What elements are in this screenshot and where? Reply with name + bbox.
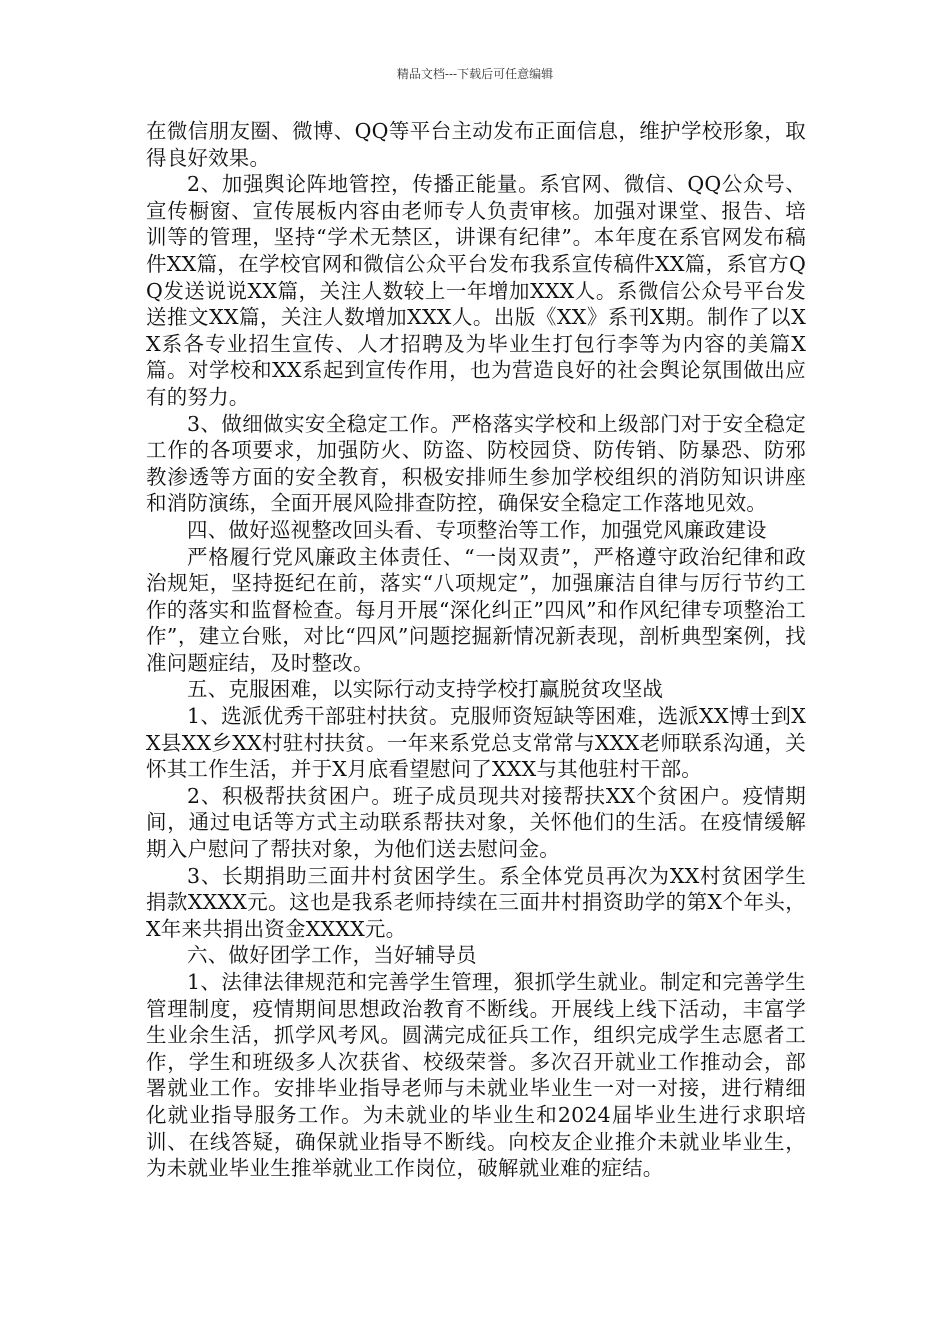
paragraph: 2、加强舆论阵地管控，传播正能量。系官网、微信、QQ公众号、宣传橱窗、宣传展板内容由老师专人负责审核。加强对课堂、报告、培训等的管理，坚持“学术无禁区，讲课有纪律”。本年度在系官网发布稿件XX篇，在学校官网和微信公众平台发布我系宣传稿件XX篇，系官方QQ发送说说XX篇，关注人数较上一年增加XXX人。系微信公众号平台发送推文XX篇，关注人数增加XXX人。出版《XX》系刊X期。制作了以XX系各专业招生宣传、人才招聘及为毕业生打包行李等为内容的美篇X篇。对学校和XX系起到宣传作用，也为营造良好的社会舆论氛围做出应有的努力。 [146,172,806,409]
page-header: 精品文档---下载后可任意编辑 [396,67,554,81]
document-body [146,118,806,1182]
paragraph: 2、积极帮扶贫困户。班子成员现共对接帮扶XX个贫困户。疫情期间，通过电话等方式主动联系帮扶对象，关怀他们的生活。在疫情缓解期入户慰问了帮扶对象，为他们送去慰问金。 [146,783,806,862]
paragraph: 严格履行党风廉政主体责任、“一岗双责”，严格遵守政治纪律和政治规矩，坚持挺纪在前，落实“八项规定”，加强廉洁自律与厉行节约工作的落实和监督检查。每月开展“深化纠正”四风”和作风纪律专项整治工作”，建立台账，对比“四风”问题挖掘新情况新表现，剖析典型案例，找准问题症结，及时整改。 [146,544,806,675]
paragraph: 1、法律法律规范和完善学生管理，狠抓学生就业。制定和完善学生管理制度，疫情期间思想政治教育不断线。开展线上线下活动，丰富学生业余生活，抓学风考风。圆满完成征兵工作，组织完成学生志愿者工作，学生和班级多人次获省、校级荣誉。多次召开就业工作推动会，部署就业工作。安排毕业指导老师与未就业毕业生一对一对接，进行精细化就业指导服务工作。为未就业的毕业生和2024届毕业生进行求职培训、在线答疑，确保就业指导不断线。向校友企业推介未就业毕业生，为未就业毕业生推举就业工作岗位，破解就业难的症结。 [146,970,806,1181]
paragraph: 1、选派优秀干部驻村扶贫。克服师资短缺等困难，选派XX博士到XX县XX乡XX村驻村扶贫。一年来系党总支常常与XXX老师联系沟通，关怀其工作生活，并于X月底看望慰问了XXX与其他驻村干部。 [146,704,806,782]
section-heading: 四、做好巡视整改回头看、专项整治等工作，加强党风廉政建设 [187,517,767,542]
section-heading: 五、克服困难，以实际行动支持学校打赢脱贫攻坚战 [187,677,664,702]
paragraph: 在微信朋友圈、微博、QQ等平台主动发布正面信息，维护学校形象，取得良好效果。 [146,119,806,170]
paragraph: 3、长期捐助三面井村贫困学生。系全体党员再次为XX村贫困学生捐款XXXX元。这也是我系老师持续在三面井村捐资助学的第X个年头，X年来共捐出资金XXXX元。 [146,863,806,941]
section-heading: 六、做好团学工作，当好辅导员 [187,943,477,968]
paragraph: 3、做细做实安全稳定工作。严格落实学校和上级部门对于安全稳定工作的各项要求，加强防火、防盗、防校园贷、防传销、防暴恐、防邪教渗透等方面的安全教育，积极安排师生参加学校组织的消防知识讲座和消防演练，全面开展风险排查防控，确保安全稳定工作落地见效。 [146,411,806,516]
